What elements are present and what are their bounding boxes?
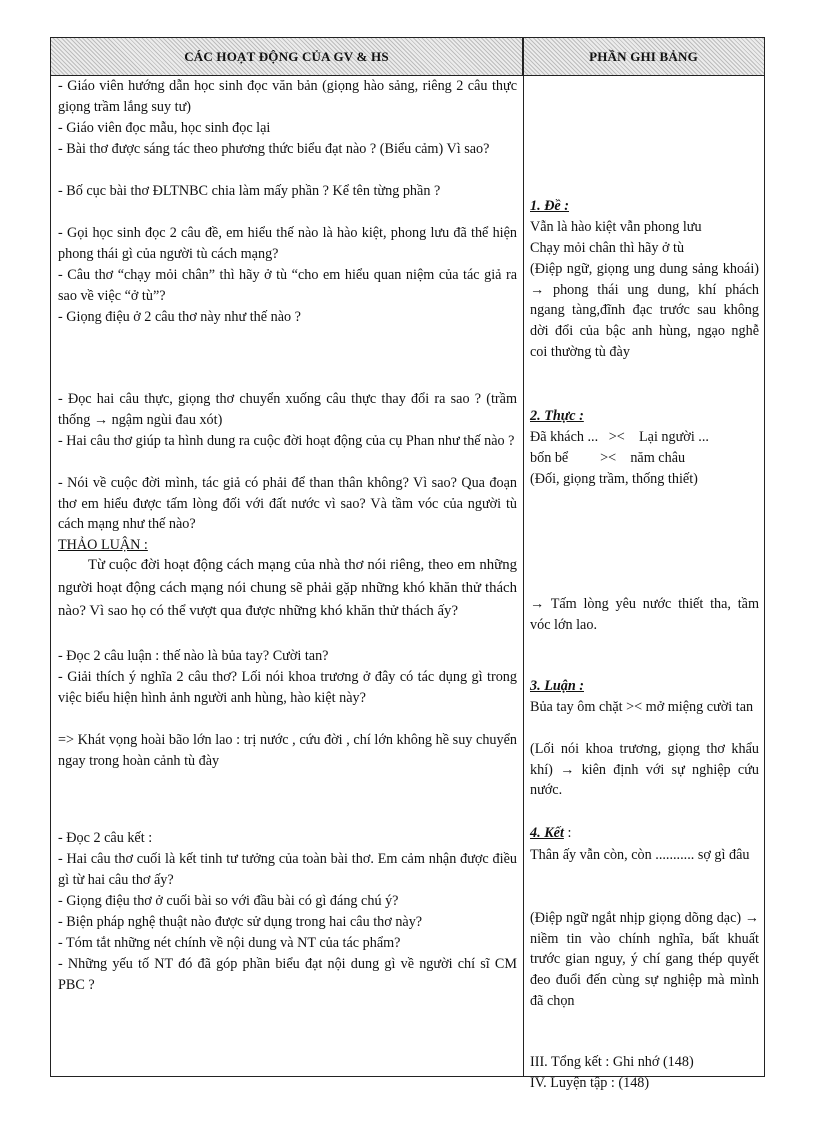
poem-line: Vẫn là hào kiệt vẫn phong lưu <box>530 219 702 235</box>
section-heading-ket <box>530 823 759 844</box>
note-text: (Điệp ngữ ngắt nhịp giọng dõng dạc) → niềm tin vào chính nghĩa, bất khuất trước gian nguy, ý chí gang thép quyết đeo đuổi đến cùng sự nghiệp mà mình đã chọn <box>530 910 759 1009</box>
activity-line: - Tóm tắt những nét chính về nội dung và NT của tác phẩm? <box>58 935 401 951</box>
poem-line: Chạy mỏi chân thì hãy ở tù <box>530 240 685 256</box>
activity-line: - Bài thơ được sáng tác theo phương thức biểu đạt nào ? (Biểu cảm) Vì sao? <box>58 141 490 157</box>
section-heading-de: 1. Đề : <box>530 198 570 214</box>
conclusion-line: => Khát vọng hoài bão lớn lao : trị nước , cứu đời , chí lớn không hề suy chuyển ngay trong hoàn cảnh tù đày <box>58 732 517 769</box>
note-text: → Tấm lòng yêu nước thiết tha, tầm vóc lớn lao. <box>530 596 759 633</box>
activity-line: - Giáo viên đọc mẫu, học sinh đọc lại <box>58 120 271 136</box>
activity-line: - Đọc hai câu thực, giọng thơ chuyển xuống câu thực thay đổi ra sao ? (trầm thống → ngậm ngùi đau xót) <box>58 391 517 428</box>
summary-line: III. Tổng kết : Ghi nhớ (148) <box>530 1054 694 1070</box>
activity-line: - Đọc 2 câu kết : <box>58 830 153 846</box>
note-text: (Điệp ngữ, giọng ung dung sảng khoái) → phong thái ung dung, khí phách ngang tàng,đĩnh đạc trước sau không dời đổi của bậc anh hùng, ngạo nghễ coi thường tù đày <box>530 261 759 360</box>
activity-line: - Giải thích ý nghĩa 2 câu thơ? Lối nói khoa trương ở đây có tác dụng gì trong việc biểu hiện hình ảnh người anh hùng, hào kiệt này? <box>58 669 517 706</box>
activity-line: - Giáo viên hướng dẫn học sinh đọc văn bản (giọng hào sảng, riêng 2 câu thực giọng trầm lắng suy tư) <box>58 78 517 115</box>
ket-colon: : <box>563 825 572 841</box>
activity-line: - Câu thơ “chạy mỏi chân” thì hãy ở tù “cho em hiểu quan niệm của tác giả ra sao về việc “ở tù”? <box>58 267 517 304</box>
activity-line: - Bố cục bài thơ ĐLTNBC chia làm mấy phần ? Kể tên từng phần ? <box>58 183 441 199</box>
practice-line: IV. Luyện tập : (148) <box>530 1075 650 1091</box>
header-board-notes: PHẦN GHI BẢNG <box>523 38 764 76</box>
board-notes-column <box>524 76 764 1091</box>
note-text: (Đối, giọng trầm, thống thiết) <box>530 471 698 487</box>
activity-line: - Hai câu thơ giúp ta hình dung ra cuộc đời hoạt động của cụ Phan như thế nào ? <box>58 433 515 449</box>
activity-line: - Gọi học sinh đọc 2 câu đề, em hiểu thế nào là hào kiệt, phong lưu đã thể hiện phong thái gì của người tù cách mạng? <box>58 225 517 262</box>
activity-line: - Giọng điệu thơ ở cuối bài so với đầu bài có gì đáng chú ý? <box>58 893 399 909</box>
activity-line: - Hai câu thơ cuối là kết tinh tư tưởng của toàn bài thơ. Em cảm nhận được điều gì từ hai câu thơ ấy? <box>58 851 517 888</box>
poem-line: Đã khách ... >< Lại người ... <box>530 429 709 445</box>
activity-line: - Nói về cuộc đời mình, tác giả có phải để than thân không? Vì sao? Qua đoạn thơ em hiểu được tấm lòng đối với đất nước vì sao? Và tầm vóc của người tù cách mạng như thế nào? <box>58 475 517 533</box>
section-heading-thuc: 2. Thực : <box>530 408 584 424</box>
section-heading-luan: 3. Luận : <box>530 678 584 694</box>
discussion-heading: THẢO LUẬN : <box>58 537 148 553</box>
activity-line: - Những yếu tố NT đó đã góp phần biểu đạt nội dung gì về người chí sĩ CM PBC ? <box>58 956 517 993</box>
ket-label: 4. Kết <box>530 825 564 841</box>
header-activities: CÁC HOẠT ĐỘNG CỦA GV & HS <box>51 38 523 76</box>
discussion-text: Từ cuộc đời hoạt động cách mạng của nhà thơ nói riêng, theo em những người hoạt động cách mạng nói chung sẽ phải gặp những khó khăn thử thách nào? Vì sao họ có thể vượt qua được những khó khăn thử thách ấy? <box>58 557 517 619</box>
activity-line: - Đọc 2 câu luận : thế nào là bủa tay? Cười tan? <box>58 648 329 664</box>
activity-line: - Biện pháp nghệ thuật nào được sử dụng trong hai câu thơ này? <box>58 914 423 930</box>
lesson-table <box>50 37 765 1091</box>
poem-line: Thân ấy vẫn còn, còn ........... sợ gì đâu <box>530 847 750 863</box>
activities-column <box>51 76 523 1076</box>
poem-line: bốn bể >< năm châu <box>530 450 686 466</box>
note-text: (Lối nói khoa trương, giọng thơ khẩu khí) → kiên định với sự nghiệp cứu nước. <box>530 741 759 799</box>
activity-line: - Giọng điệu ở 2 câu thơ này như thế nào ? <box>58 309 301 325</box>
poem-line: Bủa tay ôm chặt >< mở miệng cười tan <box>530 699 754 715</box>
